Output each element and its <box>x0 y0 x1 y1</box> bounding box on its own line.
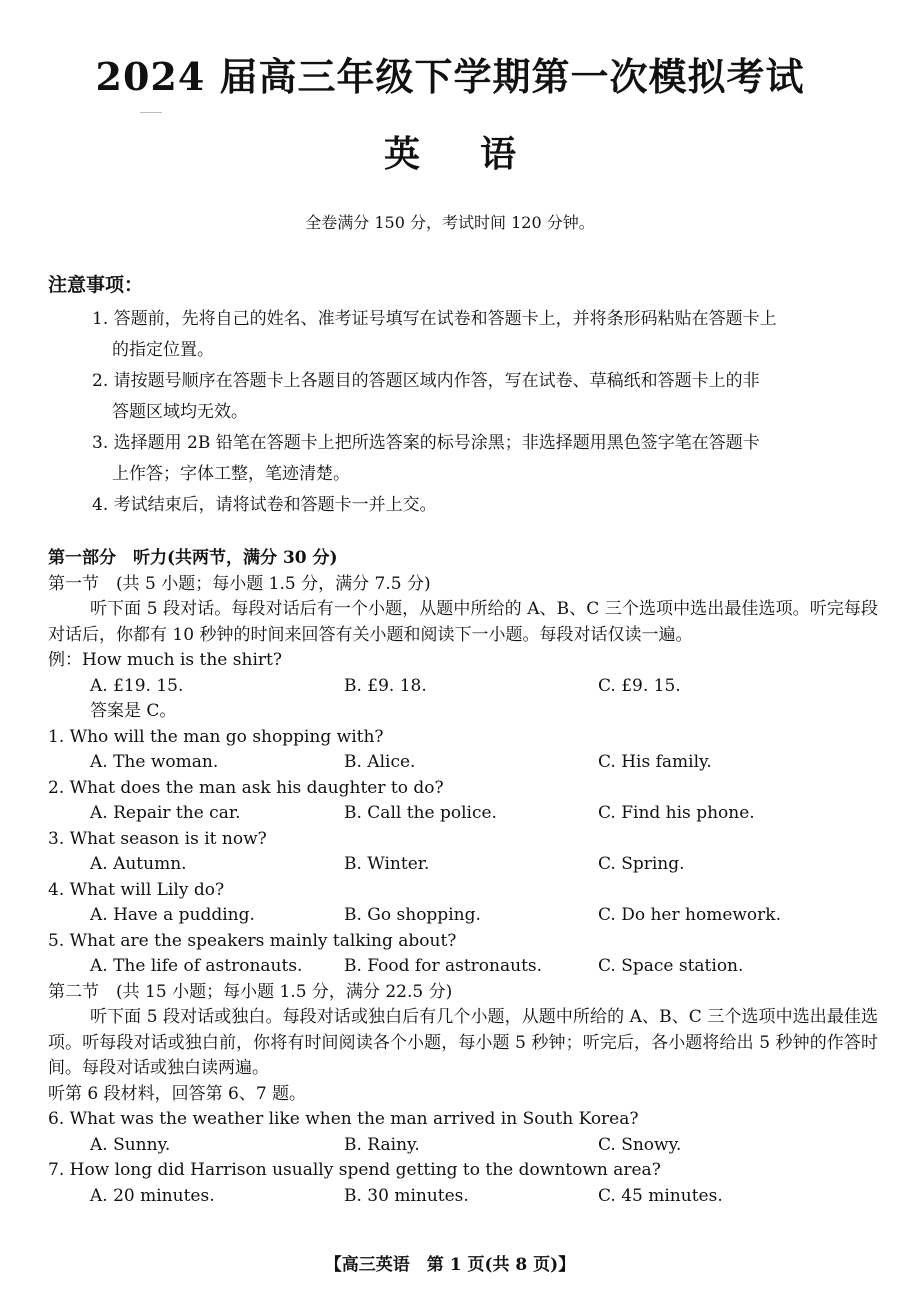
notice-item <box>92 304 882 366</box>
option-b: B. Rainy. <box>344 1134 420 1155</box>
option-a: A. 20 minutes. <box>90 1185 215 1206</box>
notice-item <box>92 428 882 490</box>
question-options <box>48 954 878 980</box>
question-7: 7. How long did Harrison usually spend getting to the downtown area? <box>48 1160 661 1180</box>
scan-mark <box>140 112 162 113</box>
question-options <box>48 1184 878 1210</box>
exam-info: 全卷满分 150 分，考试时间 120 分钟。 <box>305 213 595 232</box>
example-question: 例：How much is the shirt? <box>48 650 282 670</box>
example-options <box>48 674 878 700</box>
notice-item <box>92 366 882 428</box>
question-options <box>48 1133 878 1159</box>
option-c: C. His family. <box>598 752 712 772</box>
option-c: C. £9. 15. <box>598 675 681 696</box>
option-a: A. £19. 15. <box>90 675 184 696</box>
page-footer: 【高三英语 第 1 页(共 8 页)】 <box>324 1255 576 1275</box>
listening-part <box>48 546 878 1209</box>
option-b: B. Call the police. <box>344 803 497 823</box>
option-c: C. Spring. <box>598 854 685 874</box>
option-c: C. Space station. <box>598 956 744 976</box>
section-heading: 第一节 (共 5 小题；每小题 1.5 分，满分 7.5 分) <box>48 573 431 594</box>
question-options <box>48 801 878 827</box>
notice-text: 4. 考试结束后，请将试卷和答题卡一并上交。 <box>92 495 437 515</box>
exam-title: 2024 届高三年级下学期第一次模拟考试 <box>95 54 805 99</box>
option-a: A. Repair the car. <box>90 803 241 823</box>
example-answer: 答案是 C。 <box>90 701 177 721</box>
option-c: C. Snowy. <box>598 1134 682 1155</box>
option-a: A. The life of astronauts. <box>90 956 303 976</box>
option-a: A. Autumn. <box>90 854 187 874</box>
question-6: 6. What was the weather like when the man arrived in South Korea? <box>48 1109 639 1129</box>
question-2: 2. What does the man ask his daughter to do? <box>48 777 444 798</box>
part-heading: 第一部分 听力(共两节，满分 30 分) <box>48 548 338 568</box>
notice-text-cont: 上作答；字体工整，笔迹清楚。 <box>112 464 350 484</box>
material-note: 听第 6 段材料，回答第 6、7 题。 <box>48 1083 307 1104</box>
question-5: 5. What are the speakers mainly talking about? <box>48 930 457 951</box>
option-b: B. Food for astronauts. <box>344 956 543 976</box>
option-b: B. £9. 18. <box>344 675 427 696</box>
notice-list <box>92 304 882 521</box>
notice-text: 1. 答题前，先将自己的姓名、准考证号填写在试卷和答题卡上，并将条形码粘贴在答题卡上 <box>92 309 777 329</box>
notice-text: 3. 选择题用 2B 铅笔在答题卡上把所选答案的标号涂黑；非选择题用黑色签字笔在答题卡 <box>92 433 760 453</box>
section-instructions: 听下面 5 段对话或独白。每段对话或独白后有几个小题，从题中所给的 A、B、C 三个选项中选出最佳选项。听每段对话或独白前，你将有时间阅读各个小题，每小题 5 秒钟；听完后，各小题将给出 5 秒钟的作答时间。每段对话或独白读两遍。 <box>48 1007 878 1078</box>
option-b: B. Alice. <box>344 752 416 772</box>
option-c: C. Find his phone. <box>598 803 755 823</box>
notice-title: 注意事项： <box>48 274 144 296</box>
option-b: B. Winter. <box>344 854 430 874</box>
notice-text-cont: 答题区域均无效。 <box>112 402 248 422</box>
notice-text: 2. 请按题号顺序在答题卡上各题目的答题区域内作答，写在试卷、草稿纸和答题卡上的非 <box>92 371 760 391</box>
section-heading: 第二节 (共 15 小题；每小题 1.5 分，满分 22.5 分) <box>48 981 453 1002</box>
question-options <box>48 852 878 878</box>
option-b: B. 30 minutes. <box>344 1185 469 1206</box>
subject-title: 英语 <box>383 133 576 175</box>
question-3: 3. What season is it now? <box>48 828 267 849</box>
question-4: 4. What will Lily do? <box>48 879 225 900</box>
option-a: A. Have a pudding. <box>90 905 255 925</box>
section-instructions: 听下面 5 段对话。每段对话后有一个小题，从题中所给的 A、B、C 三个选项中选出最佳选项。听完每段对话后，你都有 10 秒钟的时间来回答有关小题和阅读下一小题。每段对话仅读一遍。 <box>48 599 878 645</box>
option-a: A. Sunny. <box>90 1134 171 1155</box>
option-c: C. 45 minutes. <box>598 1185 723 1206</box>
question-options <box>48 903 878 929</box>
question-options <box>48 750 878 776</box>
option-b: B. Go shopping. <box>344 905 481 925</box>
notice-text-cont: 的指定位置。 <box>112 340 214 360</box>
option-a: A. The woman. <box>90 752 219 772</box>
notice-item <box>92 490 882 521</box>
option-c: C. Do her homework. <box>598 905 781 925</box>
question-1: 1. Who will the man go shopping with? <box>48 726 384 747</box>
